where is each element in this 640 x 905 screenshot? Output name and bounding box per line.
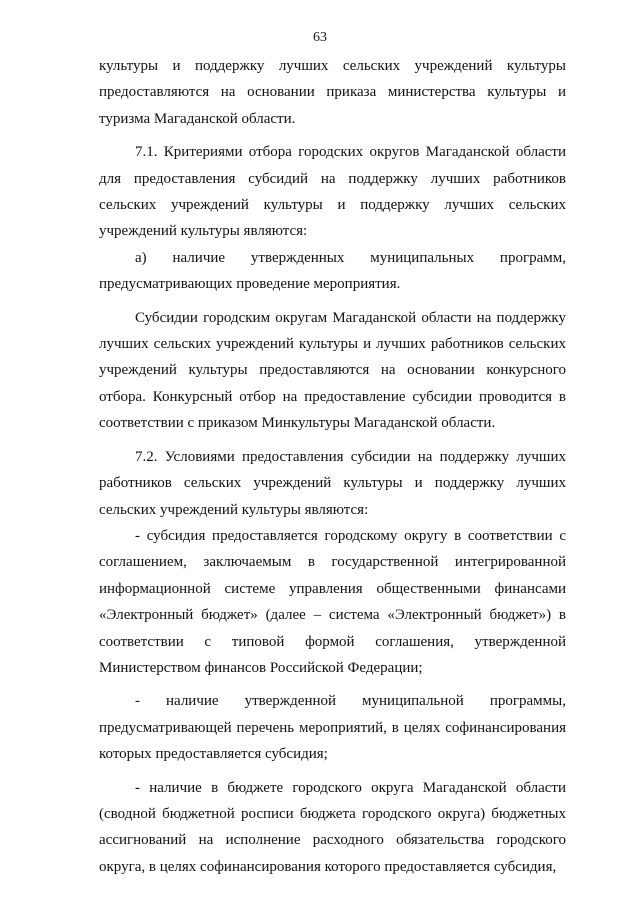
paragraph-7-2-conditions: 7.2. Условиями предоставления субсидии на поддержку лучших работников сельских учреждений культуры и поддержку лучших сельских учреждений культуры являются: [99, 448, 566, 518]
paragraph-continuation: культуры и поддержку лучших сельских учреждений культуры предоставляются на основании приказа министерства культуры и туризма Магаданской области. [99, 58, 566, 127]
page-number: 63 [313, 30, 327, 45]
paragraph-condition-program: - наличие утвержденной муниципальной программы, предусматривающей перечень мероприятий, в целях софинансирования которых предоставляется субсидия; [99, 693, 566, 763]
paragraph-criterion-a: а) наличие утвержденных муниципальных программ, предусматривающих проведение мероприятия. [99, 249, 566, 293]
paragraph-condition-agreement: - субсидия предоставляется городскому округу в соответствии с соглашением, заключаемым в государственной интегрированной информационной системе управления общественными финансами «Электронный бюджет» (далее – система «Электронный бюджет») в соответствии с типовой формой соглашения, утвержденной Министерством финансов Российской Федерации; [99, 527, 566, 676]
paragraph-condition-budget: - наличие в бюджете городского округа Магаданской области (сводной бюджетной росписи бюджета городского округа) бюджетных ассигнований на исполнение расходного обязательства городского округа, в целях софинансирования которого предоставляется субсидия, [99, 779, 566, 875]
paragraph-subsidy-selection: Субсидии городским округам Магаданской области на поддержку лучших сельских учреждений культуры и лучших работников сельских учреждений культуры предоставляются на основании конкурсного отбора. Конкурсный отбор на предоставление субсидии проводится в соответствии с приказом Минкультуры Магаданской области. [99, 309, 566, 432]
paragraph-7-1-criteria: 7.1. Критериями отбора городских округов Магаданской области для предоставления субсидий на поддержку лучших работников сельских учреждений культуры и поддержку лучших сельских учреждений культуры являются: [99, 144, 566, 240]
document-body [99, 53, 566, 880]
